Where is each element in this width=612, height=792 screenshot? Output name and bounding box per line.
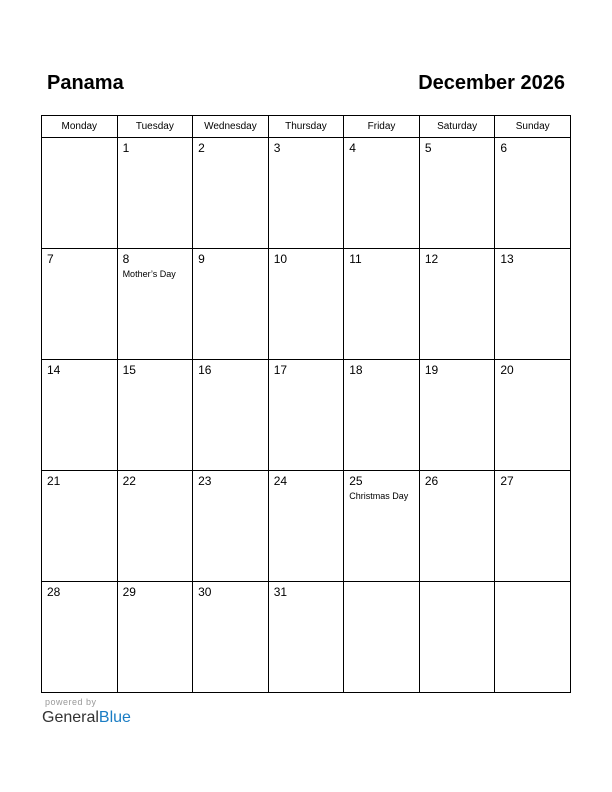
holiday-label: Mother’s Day bbox=[122, 269, 176, 279]
day-number: 6 bbox=[500, 141, 508, 155]
day-number: 13 bbox=[500, 252, 514, 266]
day-cell bbox=[495, 360, 571, 471]
week-row bbox=[42, 582, 571, 693]
day-cell bbox=[42, 138, 118, 249]
day-number: 26 bbox=[424, 474, 439, 488]
day-number: 19 bbox=[424, 363, 439, 377]
day-cell bbox=[42, 249, 118, 360]
month-year-title: December 2026 bbox=[418, 72, 565, 94]
day-number: 24 bbox=[273, 474, 288, 488]
day-cell bbox=[42, 360, 118, 471]
day-number: 28 bbox=[47, 585, 61, 599]
day-number: 22 bbox=[122, 474, 136, 488]
powered-by-label: powered by bbox=[45, 697, 97, 707]
day-number: 5 bbox=[424, 141, 432, 155]
country-title: Panama bbox=[47, 72, 124, 94]
day-cell bbox=[117, 582, 193, 693]
brand-general: General bbox=[42, 709, 99, 726]
day-cell bbox=[419, 471, 495, 582]
day-number: 29 bbox=[122, 585, 136, 599]
day-number: 11 bbox=[349, 252, 362, 266]
day-cell bbox=[419, 249, 495, 360]
day-number: 10 bbox=[273, 252, 288, 266]
day-cell bbox=[193, 249, 269, 360]
brand-name bbox=[42, 708, 131, 728]
day-cell bbox=[117, 249, 193, 360]
day-number: 7 bbox=[47, 252, 54, 266]
day-cell bbox=[344, 582, 420, 693]
weekday-header: Sunday bbox=[495, 116, 571, 138]
day-number: 27 bbox=[500, 474, 514, 488]
day-number: 23 bbox=[198, 474, 212, 488]
day-number: 30 bbox=[198, 585, 212, 599]
week-row bbox=[42, 249, 571, 360]
weekday-header: Tuesday bbox=[117, 116, 193, 138]
weekday-header: Wednesday bbox=[193, 116, 269, 138]
brand-blue: Blue bbox=[98, 709, 131, 726]
day-cell bbox=[42, 471, 118, 582]
day-number: 20 bbox=[500, 363, 514, 377]
day-number: 16 bbox=[198, 363, 212, 377]
calendar-grid bbox=[41, 115, 571, 693]
weekday-header: Monday bbox=[42, 116, 118, 138]
day-number: 14 bbox=[47, 363, 61, 377]
week-row bbox=[42, 471, 571, 582]
day-number: 25 bbox=[349, 474, 363, 488]
day-cell bbox=[495, 582, 571, 693]
day-number: 18 bbox=[349, 363, 363, 377]
day-number: 17 bbox=[273, 363, 288, 377]
week-row bbox=[42, 360, 571, 471]
day-cell bbox=[42, 582, 118, 693]
holiday-label: Christmas Day bbox=[349, 491, 409, 501]
weekday-header: Thursday bbox=[268, 116, 344, 138]
day-cell bbox=[117, 360, 193, 471]
day-cell bbox=[495, 138, 571, 249]
day-cell bbox=[117, 471, 193, 582]
weekday-header-row bbox=[42, 116, 571, 138]
day-cell bbox=[193, 582, 269, 693]
day-cell bbox=[193, 360, 269, 471]
day-cell bbox=[117, 138, 193, 249]
day-cell bbox=[495, 471, 571, 582]
day-cell bbox=[344, 249, 420, 360]
day-cell bbox=[268, 138, 344, 249]
day-number: 8 bbox=[122, 252, 130, 266]
day-cell bbox=[344, 471, 420, 582]
day-cell bbox=[268, 249, 344, 360]
day-cell bbox=[419, 582, 495, 693]
day-number: 4 bbox=[349, 141, 356, 155]
day-cell bbox=[268, 360, 344, 471]
day-cell bbox=[495, 249, 571, 360]
day-number: 12 bbox=[424, 252, 439, 266]
weekday-header: Friday bbox=[344, 116, 420, 138]
day-number: 3 bbox=[273, 141, 281, 155]
day-number: 2 bbox=[198, 141, 205, 155]
day-cell bbox=[419, 360, 495, 471]
day-cell bbox=[419, 138, 495, 249]
day-cell bbox=[268, 471, 344, 582]
day-number: 9 bbox=[198, 252, 205, 266]
day-number: 15 bbox=[122, 363, 136, 377]
day-cell bbox=[268, 582, 344, 693]
day-cell bbox=[344, 138, 420, 249]
day-number: 1 bbox=[122, 141, 130, 155]
day-cell bbox=[193, 138, 269, 249]
day-cell bbox=[344, 360, 420, 471]
generalblue-logo[interactable] bbox=[42, 697, 131, 728]
weekday-header: Saturday bbox=[419, 116, 495, 138]
day-cell bbox=[193, 471, 269, 582]
day-number: 31 bbox=[273, 585, 288, 599]
day-number: 21 bbox=[47, 474, 61, 488]
week-row bbox=[42, 138, 571, 249]
